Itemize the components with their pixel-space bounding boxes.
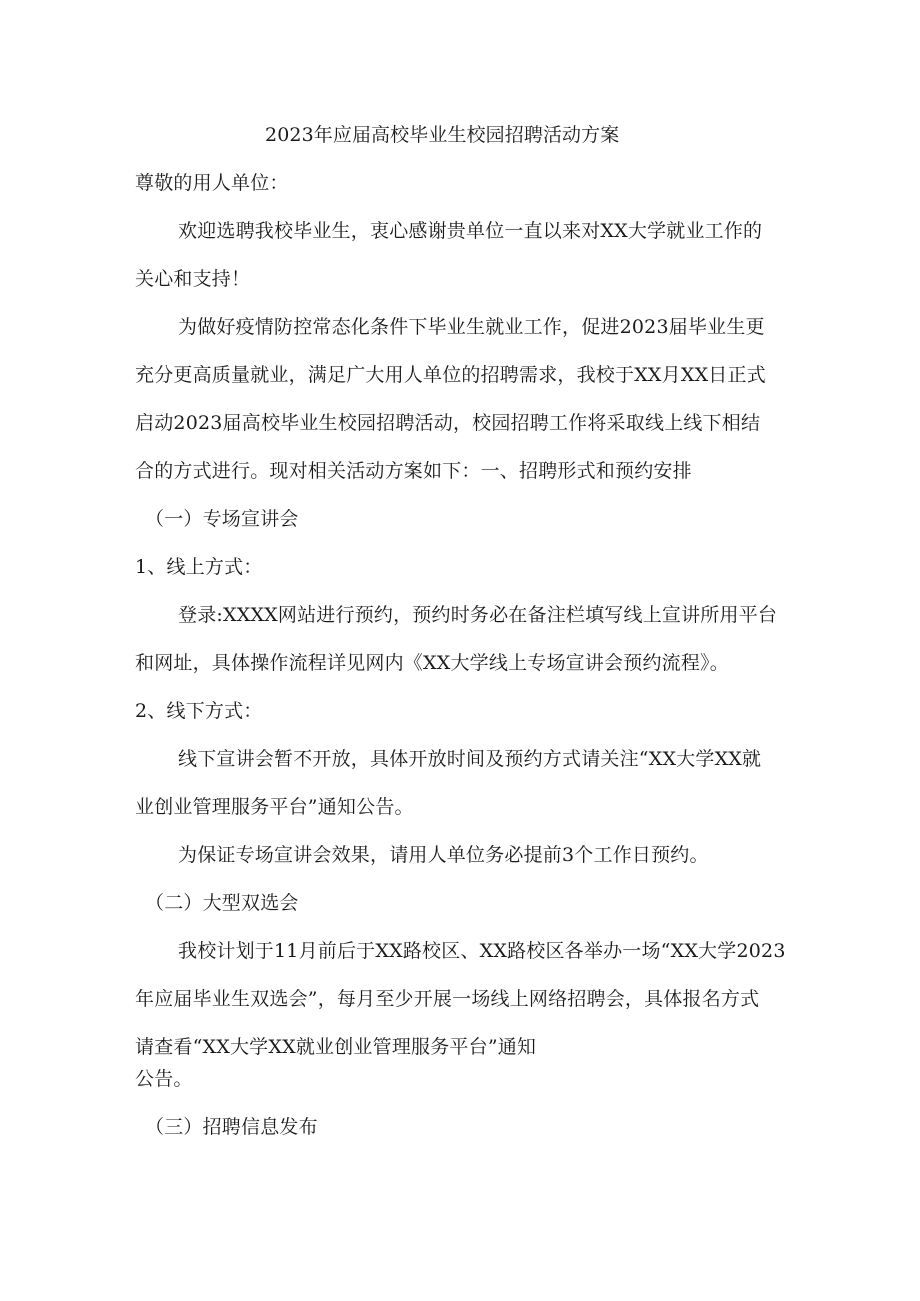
section2-heading: （二）大型双选会 — [145, 892, 299, 914]
online-heading: 1、线上方式： — [135, 556, 263, 578]
job-fair-line-2: 年应届毕业生双选会”，每月至少开展一场线上网络招聘会，具体报名方式 — [135, 988, 760, 1010]
background-line-3: 启动2023届高校毕业生校园招聘活动，校园招聘工作将采取线上线下相结 — [135, 412, 761, 434]
job-fair-line-1: 我校计划于11月前后于XX路校区、XX路校区各举办一场“XX大学2023 — [178, 940, 786, 962]
intro-line-2: 关心和支持！ — [135, 268, 251, 290]
online-line-1: 登录:XXXX网站进行预约，预约时务必在备注栏填写线上宣讲所用平台 — [178, 604, 778, 626]
section1-heading: （一）专场宣讲会 — [145, 508, 299, 530]
job-fair-line-4: 公告。 — [135, 1068, 193, 1090]
background-line-4: 合的方式进行。现对相关活动方案如下：一、招聘形式和预约安排 — [135, 460, 692, 482]
background-line-2: 充分更高质量就业，满足广大用人单位的招聘需求，我校于XX月XX日正式 — [135, 364, 766, 386]
job-fair-line-3: 请查看“XX大学XX就业创业管理服务平台”通知 — [135, 1036, 537, 1058]
intro-line-1: 欢迎选聘我校毕业生，衷心感谢贵单位一直以来对XX大学就业工作的 — [178, 220, 763, 242]
online-line-2: 和网址，具体操作流程详见网内《XX大学线上专场宣讲会预约流程》。 — [135, 652, 729, 674]
offline-line-2: 业创业管理服务平台”通知公告。 — [135, 796, 414, 818]
booking-notice: 为保证专场宣讲会效果，请用人单位务必提前3个工作日预约。 — [178, 844, 709, 866]
document-title: 2023年应届高校毕业生校园招聘活动方案 — [265, 124, 620, 146]
offline-heading: 2、线下方式： — [135, 700, 263, 722]
offline-line-1: 线下宣讲会暂不开放，具体开放时间及预约方式请关注“XX大学XX就 — [178, 748, 762, 770]
background-line-1: 为做好疫情防控常态化条件下毕业生就业工作，促进2023届毕业生更 — [178, 316, 765, 338]
section3-heading: （三）招聘信息发布 — [145, 1116, 318, 1138]
greeting: 尊敬的用人单位： — [135, 172, 289, 194]
